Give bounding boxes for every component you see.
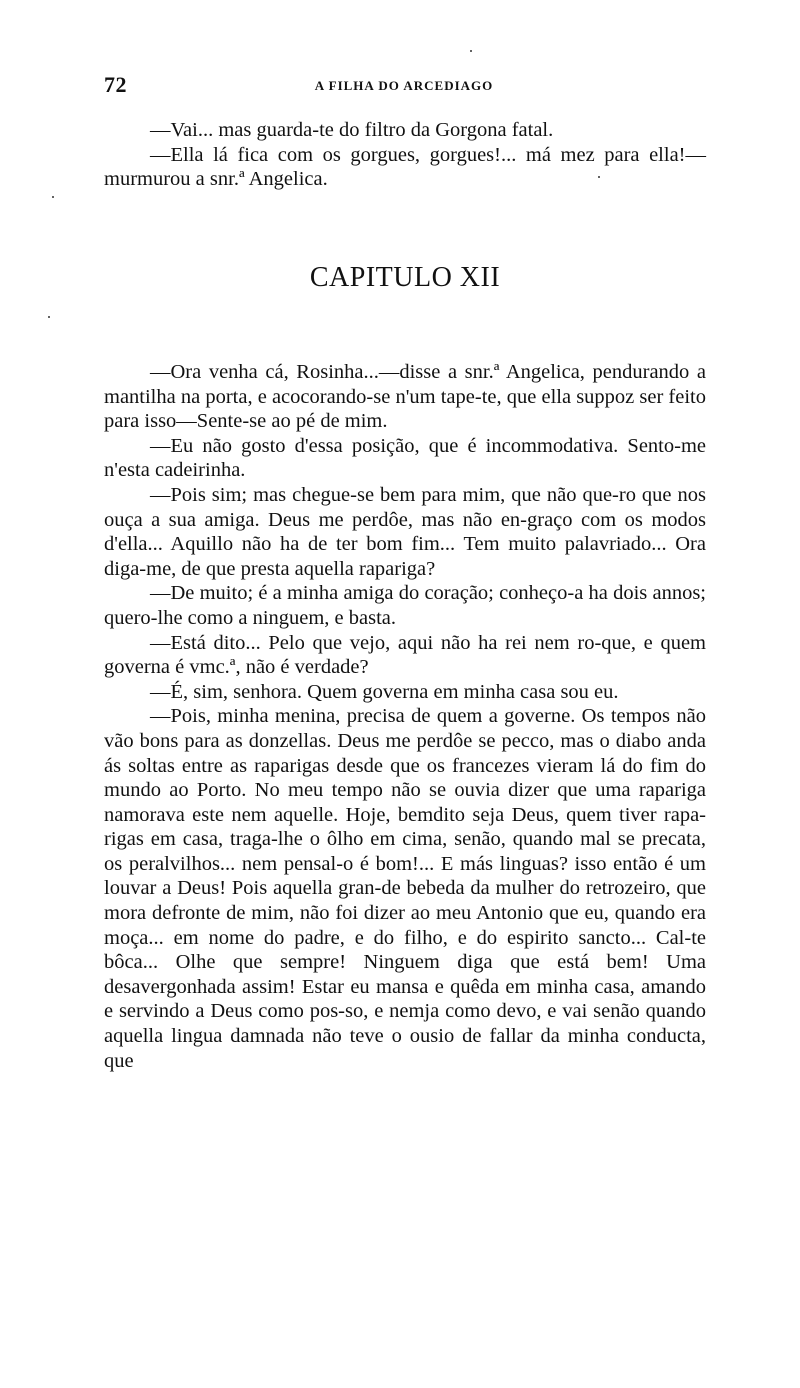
paragraph: —Vai... mas guarda-te do filtro da Gorgona fatal. — [150, 119, 554, 141]
paragraph: —De muito; é a minha amiga do coração; conheço-a ha dois annos; quero-lhe como a ninguem, e basta. — [104, 582, 706, 629]
paragraph: —Ella lá fica com os gorgues, gorgues!... má mez para ella!—murmurou a snr.ª Angelica. — [104, 143, 706, 191]
paragraph: —Pois sim; mas chegue-se bem para mim, que não que-ro que nos ouça a sua amiga. Deus me perdôe, mas não en-graço com os modos d'ella... Aquillo não ha de ter bom fim... Tem muito palavriado... Ora diga-me, de que presta aquella rapariga? — [104, 483, 706, 580]
paragraph: —Está dito... Pelo que vejo, aqui não ha rei nem ro-que, e quem governa é vmc.ª, não é verdade? — [104, 631, 706, 679]
paragraph: —É, sim, senhora. Quem governa em minha casa sou eu. — [150, 680, 619, 703]
print-speck — [470, 50, 472, 52]
paragraph: —Ora venha cá, Rosinha...—disse a snr.ª Angelica, pendurando a mantilha na porta, e acocorando-se n'um tape-te, que ella suppoz ser feito para isso—Sente-se ao pé de mim. — [104, 361, 706, 433]
paragraph: —Eu não gosto d'essa posição, que é incommodativa. Sento-me n'esta cadeirinha. — [104, 434, 706, 482]
page-number: 72 — [104, 72, 127, 97]
print-speck — [52, 196, 54, 198]
paragraph: —Pois, minha menina, precisa de quem a governe. Os tempos não vão bons para as donzellas. Deus me perdôe se pecco, mas o diabo anda ás soltas entre as raparigas desde que os francezes vieram lá do fim do mundo ao Porto. No meu tempo não se ouvia dizer que uma rapariga namorava este nem aquelle. Hoje, bemdito seja Deus, quem tiver rapa-rigas em casa, traga-lhe o ôlho em cima, senão, quando mal se precata, os peralvilhos... nem pensal-o é bom!... E más linguas? isso então é um louvar a Deus! Pois aquella gran-de bebeda da mulher do retrozeiro, que mora defronte de mim, não foi dizer ao meu Antonio que eu, quando era moça... em nome do padre, e do filho, e do espirito sancto... Cal-te bôca... Olhe que sempre! Ninguem diga que está bem! Uma desavergonhada assim! Estar eu mansa e quêda em minha casa, amando e servindo a Deus como pos-so, e nemja como devo, e vai senão quando aquella lingua damnada não teve o ousio de fallar da minha conducta, que — [104, 705, 706, 1072]
opening-text — [104, 118, 706, 192]
chapter-body — [104, 360, 706, 1073]
chapter-title: CAPITULO XII — [309, 262, 501, 293]
print-speck — [598, 176, 600, 178]
page-header — [104, 72, 704, 102]
print-speck — [48, 316, 50, 318]
running-title: A FILHA DO ARCEDIAGO — [314, 78, 494, 93]
